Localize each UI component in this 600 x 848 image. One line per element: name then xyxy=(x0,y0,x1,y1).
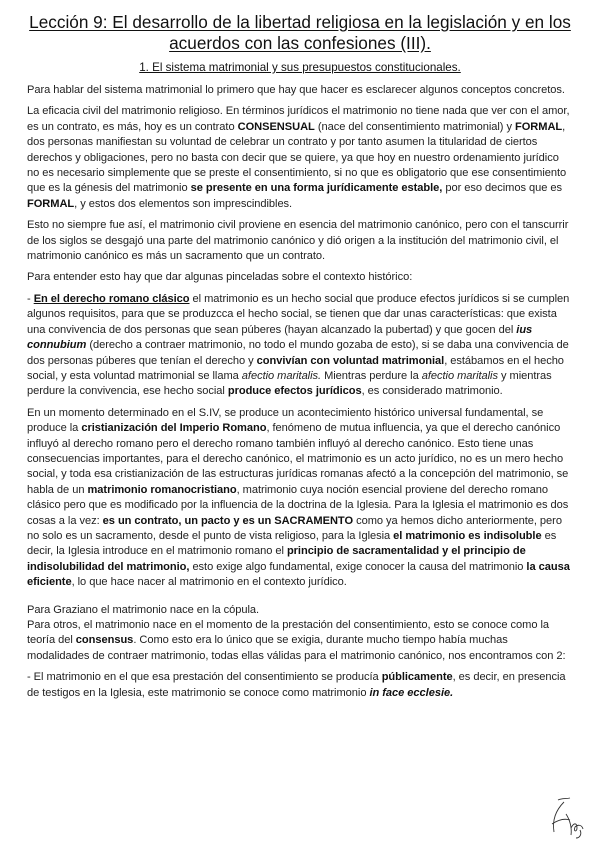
paragraph-civil-efficacy: La eficacia civil del matrimonio religioso. En términos jurídicos el matrimonio no tiene nada que ver con el amor, es un contrato, es más, hoy es un contrato CONSENSUAL (nace del consentimiento matrimonial) y FORMAL, dos personas manifiestan su voluntad de celebrar un contrato y por tanto asumen la titularidad de ciertos derechos y obligaciones, pero no basta con decir que se quiere, ya que hoy en nuestro ordenamiento jurídico no es necesario simplemente que se preste el consentimiento, si no que es obligatorio que ese consentimiento que es la génesis del matrimonio se presente en una forma jurídicamente estable, por eso decimos que es FORMAL, y estos dos elementos son imprescindibles. xyxy=(27,105,570,210)
paragraph-origin: Esto no siempre fue así, el matrimonio civil proviene en esencia del matrimonio canónico, pero con el tanscurrir de los siglos se desgajó una parte del matrimonio canónico y dió origen a la institución del matrimonio civil, el matrimonio canónico es más un sacramento que un contrato. xyxy=(27,219,569,263)
page-title: Lección 9: El desarrollo de la libertad religiosa en la legislación y en los acuerdos con las confesiones (III). xyxy=(29,12,571,53)
paragraph-christianization: En un momento determinado en el S.IV, se produce un acontecimiento histórico universal fundamental, se produce la cristianización del Imperio Romano, fenómeno de mutua influencia, ya que el derecho canónico influyó al derecho romano pero el derecho romano también influyó al derecho canónico. Esto tiene unas consecuencias importantes, para el derecho canónico, el matrimonio es un acto jurídico, no es un mero hecho social, y toda esa cristianización de las estructuras jurídicas romanas afectó a la concepción del matrimonio, se habla de un matrimonio romanocristiano, matrimonio cuya noción esencial proviene del derecho romano clásico pero que es modificado por la influencia de la doctrina de la Iglesia. Para la Iglesia el matrimonio es dos cosas a la vez: es un contrato, un pacto y es un SACRAMENTO como ya hemos dicho anteriormente, pero no solo es un sacramento, desde el punto de vista religioso, para la Iglesia el matrimonio es indisoluble es decir, la Iglesia introduce en el matrimonio romano el principio de sacramentalidad y el principio de indisolubilidad del matrimonio, esto exige algo fundamental, exige conocer la causa del matrimonio la causa eficiente, lo que hace nacer al matrimonio en el contexto jurídico. xyxy=(27,406,570,589)
paragraph-graziano: Para Graziano el matrimonio nace en la cópula. xyxy=(27,603,260,616)
paragraph-roman-law: - En el derecho romano clásico el matrimonio es un hecho social que produce efectos jurídicos si se cumplen algunos requisitos, para que se produzcca el hecho social, se tienen que dar unas características: que exista una convivencia de dos personas que sean púberes (hayan alcanzado la pubertad) y que gocen del ius connubium (derecho a contraer matrimonio, no todo el mundo gozaba de esto), si se daba una convivencia de dos personas púberes que tenían el derecho y convivían con voluntad matrimonial, estábamos en el hecho social, y esta voluntad matrimonial se llama afectio maritalis. Mientras perdure la afectio maritalis y mientras perdure la convivencia, ese hecho social produce efectos jurídicos, es considerado matrimonio. xyxy=(27,292,570,398)
paragraph-intro: Para hablar del sistema matrimonial lo primero que hay que hacer es esclarecer algunos conceptos concretos. xyxy=(27,84,565,96)
section-heading: 1. El sistema matrimonial y sus presupuestos constitucionales. xyxy=(139,61,461,74)
signature-mark xyxy=(544,794,590,840)
paragraph-consensus: Para otros, el matrimonio nace en el momento de la prestación del consentimiento, esto se conoce como la teoría del consensus. Como esto era lo único que se exigia, durante mucho tiempo había muchas modalidades de contraer matrimonio, todas ellas válidas para el matrimonio canónico, nos encontramos con 2: xyxy=(27,619,566,662)
paragraph-public-marriage: - El matrimonio en el que esa prestación del consentimiento se producía públicamente, es decir, en presencia de testigos en la Iglesia, este matrimonio se conoce como matrimonio in face ecclesie. xyxy=(27,671,566,699)
paragraph-context: Para entender esto hay que dar algunas pinceladas sobre el contexto histórico: xyxy=(27,271,413,284)
